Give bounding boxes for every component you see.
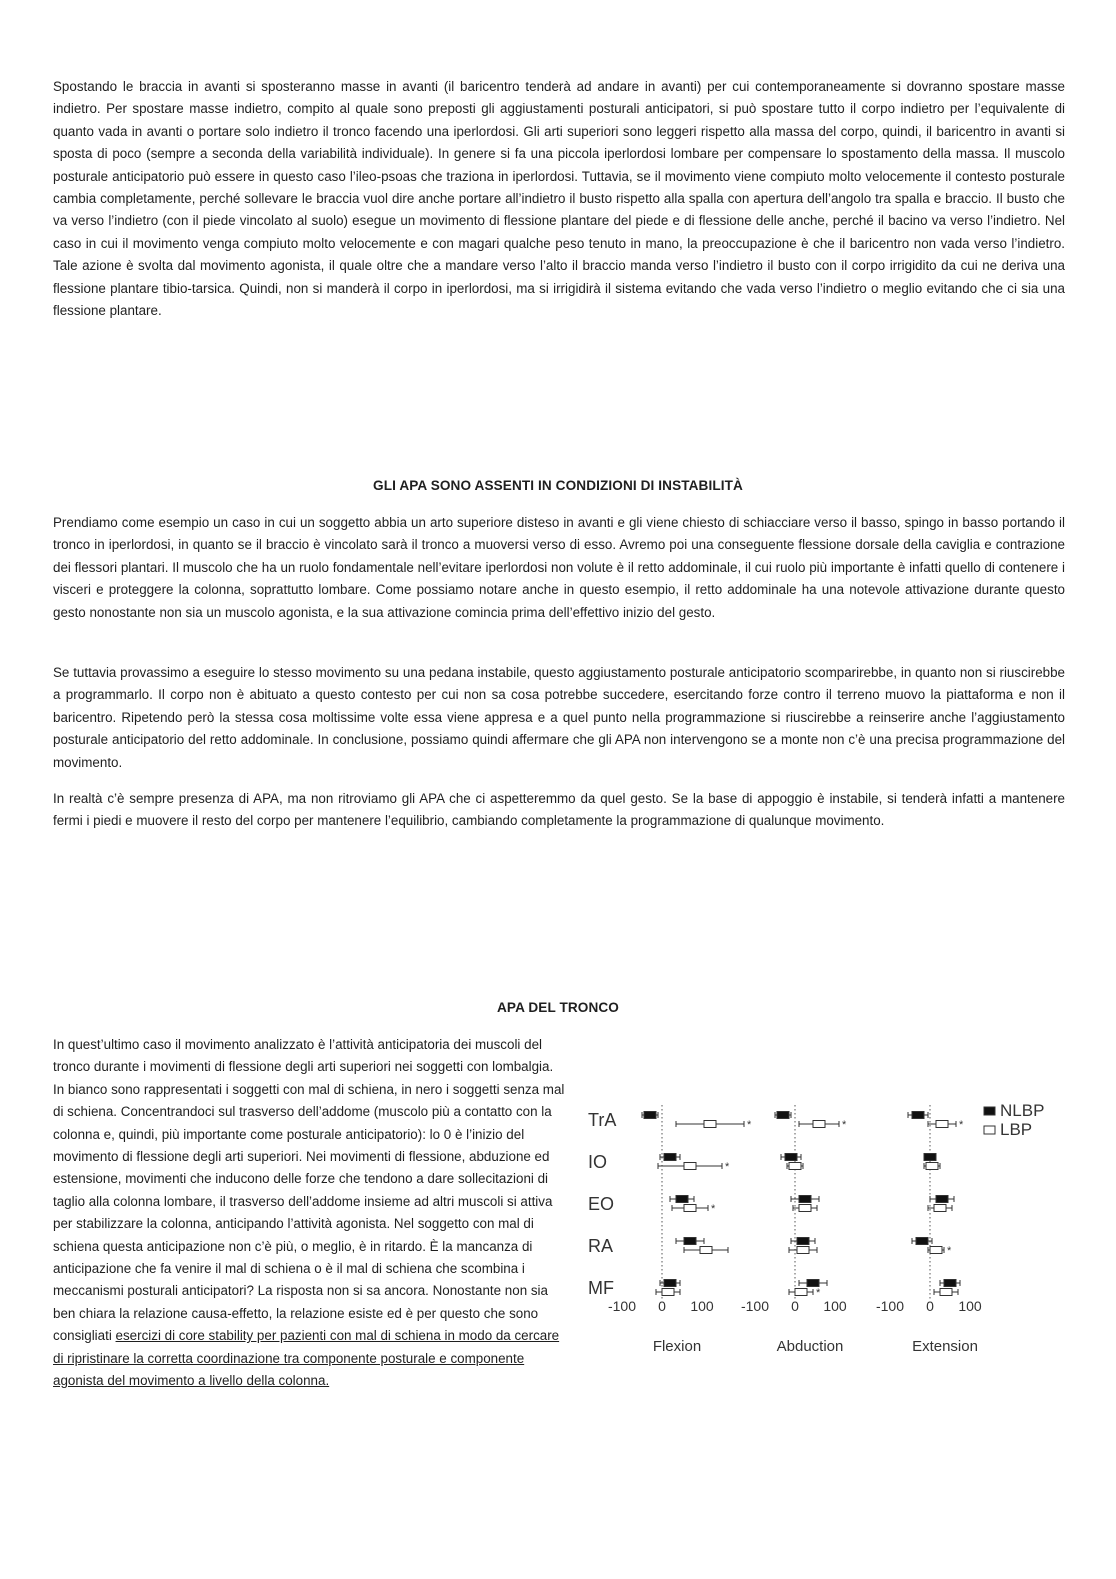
nlbp-marker <box>912 1112 924 1119</box>
tick-label: 0 <box>926 1298 934 1314</box>
heading-trunk: APA DEL TRONCO <box>497 1000 619 1015</box>
nlbp-marker <box>676 1196 688 1203</box>
lbp-marker <box>684 1163 696 1170</box>
lbp-marker <box>813 1121 825 1128</box>
significance-star: * <box>842 1119 847 1131</box>
nlbp-marker <box>785 1154 797 1161</box>
instability-paragraph-1: Prendiamo come esempio un caso in cui un soggetto abbia un arto superiore disteso in avanti e gli viene chiesto di schiacciare verso il basso, spingo in basso portando il tronco in iperlordosi, in quanto se il braccio è vincolato sarà il tronco a muoversi verso di esso. Avremo poi una conseguente flessione dorsale della caviglia e contrazione dei flessori plantari. Il muscolo che ha un ruolo fondamentale nell’evitare iperlordosi non volute è il retto addominale, il cui ruolo più importante è infatti quello di contenere i visceri e proteggere la colonna, soprattutto lombare. Come possiamo notare anche in questo esempio, il retto addominale ha una notevole attivazione durante questo gesto nonostante non sia un muscolo agonista, e la sua attivazione comincia prima dell’effettivo inizio del gesto. <box>53 515 1065 620</box>
muscle-label-tra: TrA <box>588 1110 617 1130</box>
muscle-label-ra: RA <box>588 1236 614 1256</box>
lbp-marker <box>789 1163 801 1170</box>
tick-label: 100 <box>958 1298 982 1314</box>
lbp-marker <box>930 1247 942 1254</box>
heading-instability: GLI APA SONO ASSENTI IN CONDIZIONI DI INSTABILITÀ <box>373 478 743 493</box>
nlbp-marker <box>797 1238 809 1245</box>
apa-chart <box>580 1095 1070 1370</box>
significance-star: * <box>816 1287 821 1299</box>
lbp-marker <box>940 1289 952 1296</box>
panel-title-flexion: Flexion <box>652 1338 702 1355</box>
tick-label: 100 <box>823 1298 847 1314</box>
significance-star: * <box>959 1119 964 1131</box>
panel-title-extension: Extension <box>912 1338 978 1355</box>
nlbp-marker <box>664 1280 676 1287</box>
nlbp-marker <box>916 1238 928 1245</box>
nlbp-marker <box>684 1238 696 1245</box>
significance-star: * <box>947 1245 952 1257</box>
legend-lbp-swatch <box>984 1126 995 1134</box>
muscle-label-io: IO <box>588 1152 608 1172</box>
lbp-marker <box>797 1247 809 1254</box>
lbp-marker <box>936 1121 948 1128</box>
muscle-label-mf: MF <box>588 1278 614 1298</box>
lbp-marker <box>662 1289 674 1296</box>
nlbp-marker <box>944 1280 956 1287</box>
panel-title-abduction: Abduction <box>776 1338 844 1355</box>
trunk-paragraph-underlined: esercizi di core stability per pazienti con mal di schiena in modo da cercare di ripristinare la corretta coordinazione tra componente posturale e componente agonista del movimento a livello della colonna. <box>53 1328 560 1389</box>
lbp-marker <box>684 1205 696 1212</box>
lbp-marker <box>799 1205 811 1212</box>
nlbp-marker <box>644 1112 656 1119</box>
legend-nlbp-swatch <box>984 1107 995 1115</box>
lbp-marker <box>934 1205 946 1212</box>
nlbp-marker <box>777 1112 789 1119</box>
significance-star: * <box>725 1161 730 1173</box>
tick-label: 100 <box>690 1298 714 1314</box>
instability-paragraph-2: Se tuttavia provassimo a eseguire lo stesso movimento su una pedana instabile, questo aggiustamento posturale anticipatorio scomparirebbe, in quanto non si riuscirebbe a programmarlo. Il corpo non è abituato a questo contesto per cui non sa cosa potrebbe succedere, esercitando forze contro il terreno muovo la piattaforma e non il baricentro. Ripetendo però la stessa cosa moltissime volte essa viene appresa e a quel punto nella programmazione si riuscirebbe a reinserire anche l’aggiustamento posturale anticipatorio del retto addominale. In conclusione, possiamo quindi affermare che gli APA non intervengono se a monte non c’è una precisa programmazione del movimento. <box>53 665 1065 770</box>
trunk-paragraph <box>53 1034 567 1393</box>
tick-label: -100 <box>875 1298 905 1314</box>
legend-lbp-label: LBP <box>1000 1120 1033 1139</box>
tick-label: 0 <box>791 1298 799 1314</box>
instability-paragraph-3: In realtà c’è sempre presenza di APA, ma non ritroviamo gli APA che ci aspetteremmo da quel gesto. Se la base di appoggio è instabile, si tenderà infatti a mantenere fermi i piedi e muovere il resto del corpo per mantenere l’equilibrio, cambiando completamente la programmazione di qualunque movimento. <box>53 791 1065 829</box>
tick-label: -100 <box>607 1298 637 1314</box>
lbp-marker <box>700 1247 712 1254</box>
nlbp-marker <box>936 1196 948 1203</box>
nlbp-marker <box>664 1154 676 1161</box>
nlbp-marker <box>807 1280 819 1287</box>
nlbp-marker <box>924 1154 936 1161</box>
muscle-label-eo: EO <box>588 1194 615 1214</box>
lbp-marker <box>926 1163 938 1170</box>
intro-paragraph: Spostando le braccia in avanti si sposteranno masse in avanti (il baricentro tenderà ad andare in avanti) per cui contemporaneamente si dovranno spostare masse indietro. Per spostare masse indietro, compito al quale sono preposti gli aggiustamenti posturali anticipatori, si può spostare tutto il corpo indietro per l’equivalente di quanto vada in avanti o portare solo indietro il tronco facendo una iperlordosi. Gli arti superiori sono leggeri rispetto alla massa del corpo, quindi, il baricentro in avanti si sposta di poco (sempre a seconda della variabilità individuale). In genere si fa una piccola iperlordosi lombare per compensare lo spostamento della massa. Il muscolo posturale anticipatorio può essere in questo caso l’ileo-psoas che traziona in iperlordosi. Tuttavia, se il movimento viene compiuto molto velocemente il contesto posturale cambia completamente, perché sollevare le braccia vuol dire anche portare all’indietro il busto rispetto alla spalla con apertura dell’angolo tra spalla e braccio. Il busto che va verso l’indietro (con il piede vincolato al suolo) esegue un movimento di flessione plantare del piede e di flessione delle anche, perché il bacino va verso l’indietro. Nel caso in cui il movimento venga compiuto molto velocemente e con magari qualche peso tenuto in mano, la preoccupazione è che il baricentro non vada verso l’indietro. Tale azione è svolta dal movimento agonista, il quale oltre che a mandare verso l’alto il braccio manda verso l’indietro il busto con il corpo irrigidito da cui ne deriva una flessione plantare tibio-tarsica. Quindi, non si manderà il corpo in iperlordosi, ma si irrigidirà il sistema evitando che vada verso l’indietro o meglio evitando che ci sia una flessione plantare. <box>53 79 1065 319</box>
tick-label: -100 <box>740 1298 770 1314</box>
tick-label: 0 <box>658 1298 666 1314</box>
lbp-marker <box>704 1121 716 1128</box>
nlbp-marker <box>799 1196 811 1203</box>
apa-trunk-figure <box>580 1095 1070 1370</box>
trunk-paragraph-text: In quest’ultimo caso il movimento analizzato è l’attività anticipatoria dei muscoli del tronco durante i movimenti di flessione degli arti superiori nei soggetti con lombalgia. In bianco sono rappresentati i soggetti con mal di schiena, in nero i soggetti senza mal di schiena. Concentrandoci sul trasverso dell’addome (muscolo più a contatto con la colonna e, quindi, più importante come posturale anticipatorio): lo 0 è l’inizio del movimento di flessione degli arti superiori. Nei movimenti di flessione, abduzione ed estensione, movimenti che inducono delle forze che tendono a dare sollecitazioni di taglio alla colonna lombare, il trasverso dell’addome insieme ad altri muscoli si attiva per stabilizzare la colonna, anticipando l’attività agonista. Nel soggetto con mal di schiena questa anticipazione non c’è più, o meglio, è in ritardo. È la mancanza di anticipazione che fa venire il mal di schiena o è il mal di schiena che scombina i meccanismi posturali anticipatori? La risposta non si sa ancora. Nonostante non sia ben chiara la relazione causa-effetto, la relazione esiste ed è per questo che sono consigliati <box>53 1037 565 1344</box>
significance-star: * <box>711 1203 716 1215</box>
significance-star: * <box>747 1119 752 1131</box>
lbp-marker <box>795 1289 807 1296</box>
legend-nlbp-label: NLBP <box>1000 1101 1045 1120</box>
